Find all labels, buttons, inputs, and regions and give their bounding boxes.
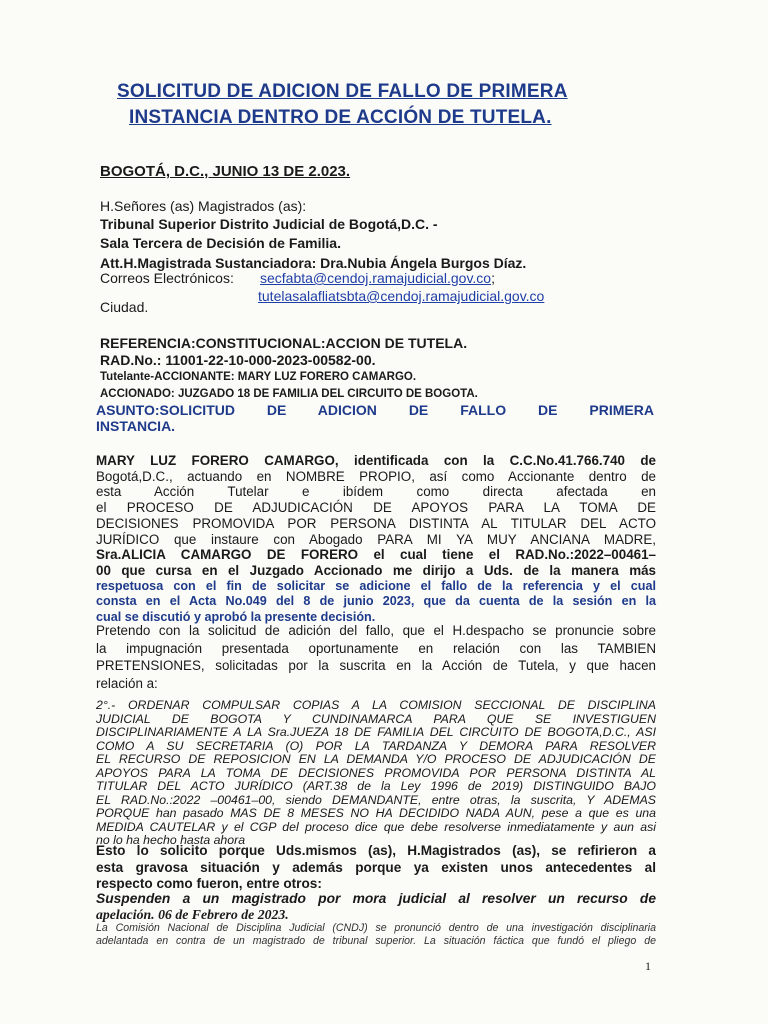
- p2-line: Pretendo con la solicitud de adición del fallo, que el H.despacho se pronuncie sobre: [96, 623, 656, 638]
- asunto-line-2: INSTANCIA.: [96, 418, 176, 434]
- p1-line: respetuosa con el fin de solicitar se adicione el fallo de la referencia y el cual: [96, 578, 656, 593]
- excerpt-line: adelantada en contra de un magistrado de tribunal superior. La situación fáctica que fundó el pliego de: [96, 934, 656, 947]
- p1-line: MARY LUZ FORERO CAMARGO, identificada con la C.C.No.41.766.740 de: [96, 453, 656, 468]
- p1-line: consta en el Acta No.049 del 8 de junio 2023, que da cuenta de la sesión en la: [96, 594, 656, 609]
- p1-line: el PROCESO DE ADJUDICACIÓN DE APOYOS PARA LA TOMA DE: [96, 500, 656, 516]
- email-tutelas: [258, 288, 544, 304]
- quote-line: TITULAR DEL ACTO JURÍDICO (ART.38 de la Ley 1996 de 2019) DISTINGUIDO BAJO: [96, 779, 656, 793]
- asunto-line-1: ASUNTO:SOLICITUD DE ADICION DE FALLO DE PRIMERA: [96, 402, 654, 418]
- news-headline: [96, 891, 656, 923]
- p1-line: DECISIONES PROMOVIDA POR PERSONA DISTINTA AL TITULAR DEL ACTO: [96, 515, 656, 531]
- quote-line: DISCIPLINARIAMENTE A LA Sra.JUEZA 18 DE FAMILIA DEL CIRCUITO DE BOGOTA,D.C., ASI: [96, 725, 656, 739]
- paragraph-reason: [96, 843, 656, 893]
- p3-line: esta gravosa situación y además porque ya existen unos antecedentes al: [96, 859, 656, 875]
- quote-line: COMO A SU SECRETARIA (O) POR LA TARDANZA Y DEMORA PARA RESOLVER: [96, 738, 656, 753]
- addressee-att: Att.H.Magistrada Sustanciadora: Dra.Nubia Ángela Burgos Díaz.: [100, 255, 527, 271]
- paragraph-pretension: [96, 622, 656, 692]
- email-secfabta: [260, 270, 495, 286]
- p1-line: Sra.ALICIA CAMARGO DE FORERO el cual tiene el RAD.No.:2022–00461–: [96, 547, 656, 563]
- p3-line: respecto como fueron, entre otros:: [96, 876, 322, 891]
- excerpt-line: La Comisión Nacional de Disciplina Judicial (CNDJ) se pronunció dentro de una investigación disciplinaria: [96, 922, 656, 934]
- quoted-pretension: [96, 699, 656, 848]
- headline-line: apelación. 06 de Febrero de 2023.: [96, 907, 289, 922]
- quote-line: APOYOS PARA LA TOMA DE DECISIONES PROMOVIDA POR PERSONA DISTINTA AL: [96, 765, 656, 780]
- title-line-2: INSTANCIA DENTRO DE ACCIÓN DE TUTELA.: [129, 107, 552, 128]
- quote-line: EL RECURSO DE REPOSICION EN LA DEMANDA Y/O PROCESO DE ADJUDICACIÓN DE: [96, 752, 656, 766]
- title-line-1: SOLICITUD DE ADICION DE FALLO DE PRIMERA: [117, 81, 568, 102]
- quote-line: MEDIDA CAUTELAR y el CGP del proceso dice que debe resolverse inmediatamente y aun asi: [96, 819, 656, 834]
- p1-line: 00 que cursa en el Juzgado Accionado me dirijo a Uds. de la manera más: [96, 562, 656, 578]
- city: Ciudad.: [100, 299, 149, 315]
- quote-line: 2°.- ORDENAR COMPULSAR COPIAS A LA COMISION SECCIONAL DE DISCIPLINA: [96, 698, 656, 712]
- p2-line: la impugnación presentada oportunamente en relación con las TAMBIEN: [96, 640, 656, 656]
- paragraph-intro: [96, 453, 656, 626]
- p2-line: PRETENSIONES, solicitadas por la suscrita en la Acción de Tutela, y que hacen: [96, 658, 656, 673]
- quote-line: EL RAD.No.:2022 –00461–00, siendo DEMANDANTE, entre otras, la suscrita, Y ADEMAS: [96, 792, 656, 807]
- quote-line: PORQUE han pasado MAS DE 8 MESES NO HA DECIDIDO NADA AUN, pese a que es una: [96, 806, 656, 820]
- p1-line: esta Acción Tutelar e ibídem como directa afectada en: [96, 484, 656, 500]
- p1-line: cual se discutió y aprobó la presente decisión.: [96, 610, 376, 625]
- reference-line: REFERENCIA:CONSTITUCIONAL:ACCION DE TUTELA.: [100, 335, 468, 351]
- addressee-sala: Sala Tercera de Decisión de Familia.: [100, 235, 341, 251]
- news-excerpt: [96, 922, 656, 947]
- p2-line: relación a:: [96, 675, 158, 691]
- emails-label: Correos Electrónicos:: [100, 270, 234, 286]
- quote-line: JUDICIAL DE BOGOTA Y CUNDINAMARCA PARA QUE SE INVESTIGUEN: [96, 711, 656, 726]
- quote-line: no lo ha hecho hasta ahora: [96, 833, 246, 847]
- email-link-1[interactable]: secfabta@cendoj.ramajudicial.gov.co: [260, 270, 492, 286]
- page-number: 1: [645, 959, 651, 973]
- email-link-2[interactable]: tutelasalafliatsbta@cendoj.ramajudicial.gov.co: [258, 288, 545, 304]
- document-date: BOGOTÁ, D.C., JUNIO 13 DE 2.023.: [100, 163, 351, 180]
- p3-line: Esto lo solicito porque Uds.mismos (as), H.Magistrados (as), se refirieron a: [96, 843, 656, 858]
- accionado: ACCIONADO: JUZGADO 18 DE FAMILIA DEL CIRCUITO DE BOGOTA.: [100, 388, 478, 400]
- rad-number: RAD.No.: 11001-22-10-000-2023-00582-00.: [100, 352, 376, 368]
- email-separator: ;: [491, 270, 495, 286]
- headline-line: Suspenden a un magistrado por mora judicial al resolver un recurso de: [96, 891, 656, 906]
- tutelante: Tutelante-ACCIONANTE: MARY LUZ FORERO CAMARGO.: [100, 371, 417, 383]
- p1-line: JURÍDICO que instaure con Abogado PARA MI YA MUY ANCIANA MADRE,: [96, 531, 656, 547]
- addressee-tribunal: Tribunal Superior Distrito Judicial de Bogotá,D.C. -: [100, 216, 438, 232]
- salutation: H.Señores (as) Magistrados (as):: [100, 198, 307, 214]
- p1-line: Bogotá,D.C., actuando en NOMBRE PROPIO, así como Accionante dentro de: [96, 468, 656, 484]
